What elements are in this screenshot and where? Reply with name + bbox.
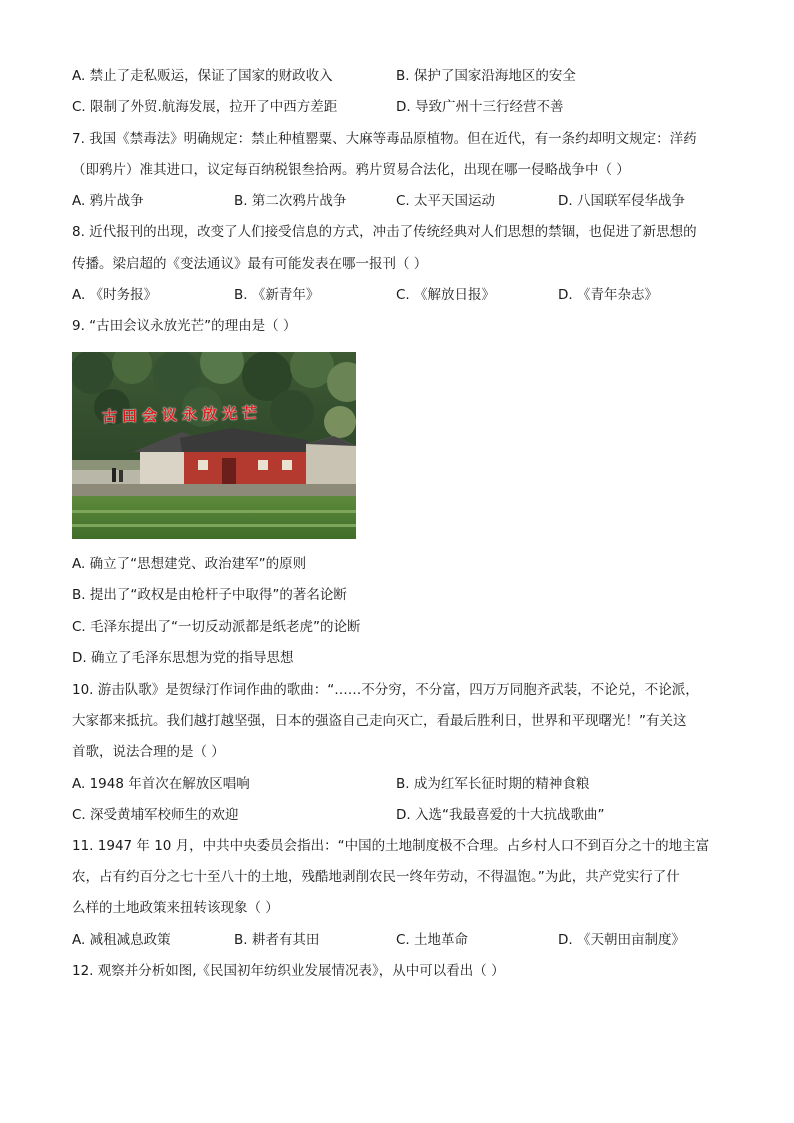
photo-sign-text: 古田会议永放光芒 [101,403,263,426]
q6-option-b: B. 保护了国家沿海地区的安全 [396,68,576,84]
q10-option-d: D. 入选“我最喜爱的十大抗战歌曲” [396,807,605,823]
q6-option-a: A. 禁止了走私贩运，保证了国家的财政收入 [72,68,333,84]
q7-option-b: B. 第二次鸦片战争 [234,193,347,209]
q12-stem: 12. 观察并分析如图,《民国初年纺织业发展情况表》，从中可以看出（ ） [72,963,505,979]
gutian-meeting-photo [72,352,356,539]
q11-stem-line-3: 么样的土地政策来扭转该现象（ ） [72,900,279,916]
q11-stem-line-1: 11. 1947 年 10 月，中共中央委员会指出：“中国的土地制度极不合理。占乡村人口不到百分之十的地主富 [72,838,710,854]
q11-stem-line-2: 农，占有约百分之七十至八十的土地，残酷地剥削农民一终年劳动，不得温饱。”为此，共产党实行了什 [72,869,680,885]
q10-option-b: B. 成为红军长征时期的精神食粮 [396,776,590,792]
q9-option-a: A. 确立了“思想建党、政治建军”的原则 [72,556,307,572]
q8-option-a: A. 《时务报》 [72,287,158,303]
q7-option-c: C. 太平天国运动 [396,193,496,209]
q9-option-c: C. 毛泽东提出了“一切反动派都是纸老虎”的论断 [72,619,361,635]
q6-option-c: C. 限制了外贸.航海发展，拉开了中西方差距 [72,99,338,115]
q7-stem-line-2: （即鸦片）准其进口，议定每百纳税银叁拾两。鸦片贸易合法化，出现在哪一侵略战争中（ ） [72,162,630,178]
q10-option-c: C. 深受黄埔军校师生的欢迎 [72,807,239,823]
q11-option-d: D. 《天朝田亩制度》 [558,932,685,948]
q7-option-d: D. 八国联军侵华战争 [558,193,685,209]
q8-stem-line-2: 传播。梁启超的《变法通议》最有可能发表在哪一报刊（ ） [72,256,428,272]
q7-stem-line-1: 7. 我国《禁毒法》明确规定：禁止种植罂粟、大麻等毒品原植物。但在近代，有一条约却明文规定：洋药 [72,131,697,147]
q6-option-d: D. 导致广州十三行经营不善 [396,99,564,115]
q10-stem-line-2: 大家都来抵抗。我们越打越坚强，日本的强盗自己走向灭亡，看最后胜利日，世界和平现曙光！”有关这 [72,713,687,729]
q8-option-c: C. 《解放日报》 [396,287,496,303]
q10-option-a: A. 1948 年首次在解放区唱响 [72,776,250,792]
q10-stem-line-3: 首歌，说法合理的是（ ） [72,744,225,760]
q8-stem-line-1: 8. 近代报刊的出现，改变了人们接受信息的方式，冲击了传统经典对人们思想的禁锢，也促进了新思想的 [72,224,697,240]
q11-option-a: A. 减租减息政策 [72,932,171,948]
q11-option-c: C. 土地革命 [396,932,469,948]
q9-stem: 9. “古田会议永放光芒”的理由是（ ） [72,318,297,334]
q7-option-a: A. 鸦片战争 [72,193,144,209]
q9-option-b: B. 提出了“政权是由枪杆子中取得”的著名论断 [72,587,347,603]
q8-option-b: B. 《新青年》 [234,287,320,303]
q11-option-b: B. 耕者有其田 [234,932,320,948]
q10-stem-line-1: 10. 游击队歌》是贺绿汀作词作曲的歌曲：“……不分穷，不分富，四万万同胞齐武装，不论兑，不论派， [72,682,699,698]
gutian-photo-illustration [72,352,356,539]
q8-option-d: D. 《青年杂志》 [558,287,658,303]
q9-option-d: D. 确立了毛泽东思想为党的指导思想 [72,650,294,666]
